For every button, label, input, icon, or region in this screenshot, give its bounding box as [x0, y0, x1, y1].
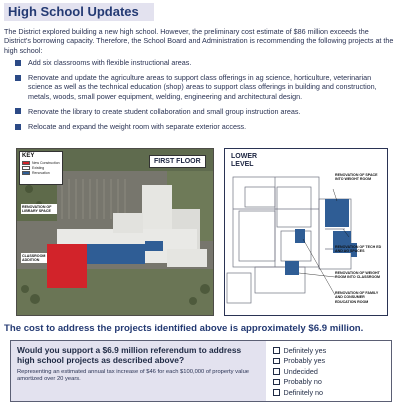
cost-statement: The cost to address the projects identified above is approximately $6.9 million.: [4, 323, 364, 334]
classroom-annotation: CLASSROOM ADDITION: [22, 253, 46, 262]
option-label: Probably no: [283, 377, 322, 387]
title-banner: [4, 3, 154, 21]
bullet-square-icon: [15, 60, 21, 66]
family-consumer-annotation: RENOVATION OF FAMILY AND CONSUMER EDUCATION ROOM: [335, 291, 379, 304]
list-item-text: Relocate and expand the weight room with separate exterior access.: [28, 122, 247, 132]
key-item: [20, 166, 62, 170]
key-item-label: Existing: [32, 166, 45, 170]
key-item-label: Renovation: [32, 171, 50, 175]
list-item: [14, 73, 394, 101]
renovation-area: [87, 244, 145, 264]
weight-room-space-annotation: RENOVATION OF SPACE INTO WEIGHT ROOM: [335, 173, 378, 182]
list-item: [14, 122, 394, 131]
bullet-square-icon: [15, 124, 21, 130]
renovation-swatch: [22, 171, 30, 175]
option-label: Definitely yes: [283, 345, 327, 355]
intro-paragraph: The District explored building a new high school. However, the preliminary cost estimate of $86 million exceeds the District's borrowing capacity. Therefore, the School Board and Administration is recommending the following projects at the high school:: [4, 27, 394, 55]
survey-subtext: Representing an estimated annual tax increase of $46 for each $100,000 of property value amortized over 20 years.: [17, 369, 250, 383]
first-floor-aerial-map: [16, 148, 214, 316]
weight-room-renovation: [325, 199, 349, 227]
new-construction-swatch: [22, 161, 30, 165]
bullet-square-icon: [15, 108, 21, 114]
survey-option[interactable]: [273, 356, 389, 367]
list-item-text: Add six classrooms with flexible instructional areas.: [28, 58, 192, 67]
checkbox[interactable]: [273, 379, 280, 386]
library-annotation: RENOVATION OF LIBRARY SPACE: [21, 204, 57, 214]
survey-box: [10, 340, 392, 402]
survey-option[interactable]: [273, 345, 389, 356]
family-consumer-renovation: [295, 229, 305, 243]
survey-option[interactable]: [273, 366, 389, 377]
lower-level-label: LOWER LEVEL: [231, 153, 258, 168]
checkbox[interactable]: [273, 358, 280, 365]
page-title: High School Updates: [8, 4, 139, 19]
survey-option[interactable]: [273, 387, 389, 398]
option-label: Definitely no: [283, 387, 324, 397]
survey-question-panel: [11, 341, 266, 401]
checkbox[interactable]: [273, 347, 280, 354]
weight-room-classroom-renovation: [285, 261, 299, 275]
key-item-label: New Construction: [32, 161, 60, 165]
list-item: [14, 107, 394, 116]
list-item-text: Renovate and update the agriculture areas to support class offerings in ag science, horticulture, veterinarian science as well as the technical education (shop) areas to support class offerings in building and construction, metals, woods, small power equipment, welding, engineering and architectural design.: [28, 73, 377, 101]
existing-swatch: [22, 166, 30, 170]
tech-ed-annotation: RENOVATION OF TECH ED AND AG SPACES: [335, 245, 382, 254]
new-construction-area: [47, 244, 87, 288]
key-title: KEY: [22, 153, 35, 159]
key-item: [20, 171, 62, 175]
option-label: Probably yes: [283, 356, 326, 366]
survey-option[interactable]: [273, 377, 389, 388]
map-key: [19, 151, 63, 185]
checkbox[interactable]: [273, 389, 280, 396]
list-item: [14, 58, 394, 67]
survey-options: [273, 345, 389, 398]
survey-question: Would you support a $6.9 million referendum to address high school projects as described above?: [17, 345, 242, 365]
option-label: Undecided: [283, 366, 318, 376]
project-list: [14, 58, 394, 137]
weight-room-classroom-annotation: RENOVATION OF WEIGHT ROOM INTO CLASSROOM: [335, 271, 381, 280]
first-floor-label: FIRST FLOOR: [149, 155, 206, 168]
list-item-text: Renovate the library to create student collaboration and small group instruction areas.: [28, 106, 301, 116]
bullet-square-icon: [15, 75, 21, 81]
checkbox[interactable]: [273, 368, 280, 375]
floor-plan-figures: [16, 148, 392, 316]
lower-level-floor-plan: [224, 148, 388, 316]
key-item: [20, 161, 62, 165]
